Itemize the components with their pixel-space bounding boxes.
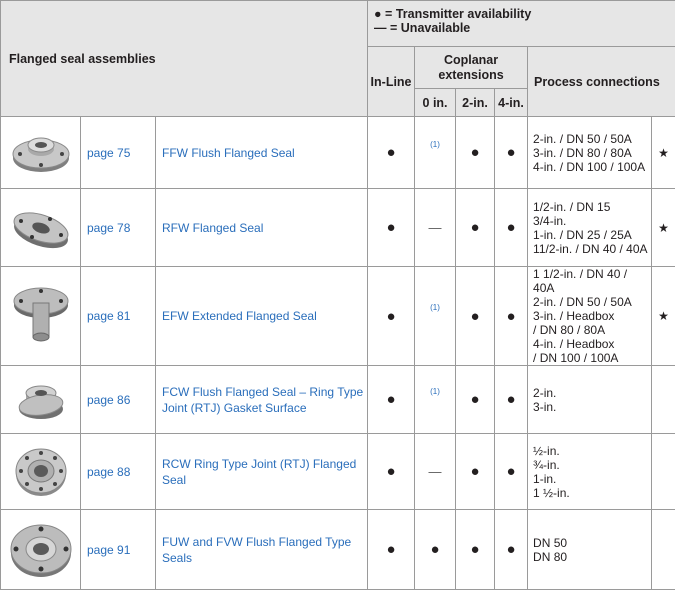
ext-2-header: 2-in.	[456, 89, 495, 117]
ext-4-availability: ●	[495, 434, 528, 510]
star-icon: ★	[652, 189, 675, 267]
inline-availability: ●	[368, 267, 415, 366]
ext-4-availability: ●	[495, 189, 528, 267]
inline-availability: ●	[368, 117, 415, 189]
table-row	[1, 510, 675, 590]
table-row	[1, 434, 675, 510]
ext-4-availability: ●	[495, 267, 528, 366]
ext-0-header: 0 in.	[415, 89, 456, 117]
legend-unavailable: — = Unavailable	[374, 21, 675, 35]
ext-4-availability: ●	[495, 510, 528, 590]
flush-flange-seal-image	[1, 117, 81, 189]
star-icon	[652, 510, 675, 590]
rtj-flush-flange-seal-image	[1, 366, 81, 434]
page-link[interactable]: page 78	[87, 221, 130, 235]
legend-available: ● = Transmitter availability	[374, 7, 675, 21]
process-connections: ½-in. ¾-in. 1-in. 1 ½-in.	[528, 434, 652, 510]
star-icon: ★	[652, 267, 675, 366]
star-icon	[652, 434, 675, 510]
ext-0-availability: —	[415, 434, 456, 510]
page-link[interactable]: page 75	[87, 146, 130, 160]
process-connections: 2-in. 3-in.	[528, 366, 652, 434]
inline-availability: ●	[368, 366, 415, 434]
process-connections: 2-in. / DN 50 / 50A 3-in. / DN 80 / 80A 4-in. / DN 100 / 100A	[528, 117, 652, 189]
star-icon	[652, 366, 675, 434]
table-row	[1, 267, 675, 366]
ext-2-availability: ●	[456, 366, 495, 434]
page-link[interactable]: page 91	[87, 543, 130, 557]
ext-2-availability: ●	[456, 117, 495, 189]
page-link[interactable]: page 88	[87, 465, 130, 479]
ext-2-availability: ●	[456, 189, 495, 267]
availability-legend	[368, 1, 675, 47]
coplanar-header: Coplanar extensions	[415, 47, 528, 89]
rtj-flange-seal-image	[1, 434, 81, 510]
process-connections: 1 1/2-in. / DN 40 / 40A 2-in. / DN 50 / 50A 3-in. / Headbox / DN 80 / 80A 4-in. / Headbox / DN 100 / 100A	[528, 267, 652, 366]
footnote-link[interactable]: (1)	[430, 303, 440, 312]
process-connections: 1/2-in. / DN 15 3/4-in. 1-in. / DN 25 / 25A 11/2-in. / DN 40 / 40A	[528, 189, 652, 267]
ext-4-availability: ●	[495, 366, 528, 434]
footnote-link[interactable]: (1)	[430, 140, 440, 149]
seal-name-link[interactable]: FCW Flush Flanged Seal – Ring Type Joint (RTJ) Gasket Surface	[162, 385, 363, 415]
flush-flanged-type-seal-image	[1, 510, 81, 590]
process-header: Process connections	[528, 47, 675, 117]
seal-name-link[interactable]: RCW Ring Type Joint (RTJ) Flanged Seal	[162, 457, 356, 487]
ext-2-availability: ●	[456, 434, 495, 510]
ext-0-availability: ●	[415, 510, 456, 590]
extended-flange-seal-image	[1, 267, 81, 366]
seal-name-link[interactable]: FFW Flush Flanged Seal	[162, 146, 295, 160]
table-title: Flanged seal assemblies	[1, 1, 368, 117]
footnote-link[interactable]: (1)	[430, 387, 440, 396]
seal-name-link[interactable]: RFW Flanged Seal	[162, 221, 263, 235]
ext-4-header: 4-in.	[495, 89, 528, 117]
inline-availability: ●	[368, 510, 415, 590]
seal-name-link[interactable]: FUW and FVW Flush Flanged Type Seals	[162, 535, 351, 565]
ext-0-availability: —	[415, 189, 456, 267]
inline-availability: ●	[368, 434, 415, 510]
table-row	[1, 117, 675, 189]
star-icon: ★	[652, 117, 675, 189]
table-row	[1, 189, 675, 267]
inline-availability: ●	[368, 189, 415, 267]
page-link[interactable]: page 86	[87, 393, 130, 407]
ext-2-availability: ●	[456, 510, 495, 590]
inline-header: In-Line	[368, 47, 415, 117]
ext-2-availability: ●	[456, 267, 495, 366]
page-link[interactable]: page 81	[87, 309, 130, 323]
seal-name-link[interactable]: EFW Extended Flanged Seal	[162, 309, 317, 323]
ext-4-availability: ●	[495, 117, 528, 189]
process-connections: DN 50 DN 80	[528, 510, 652, 590]
flanged-seal-image	[1, 189, 81, 267]
table-row	[1, 366, 675, 434]
